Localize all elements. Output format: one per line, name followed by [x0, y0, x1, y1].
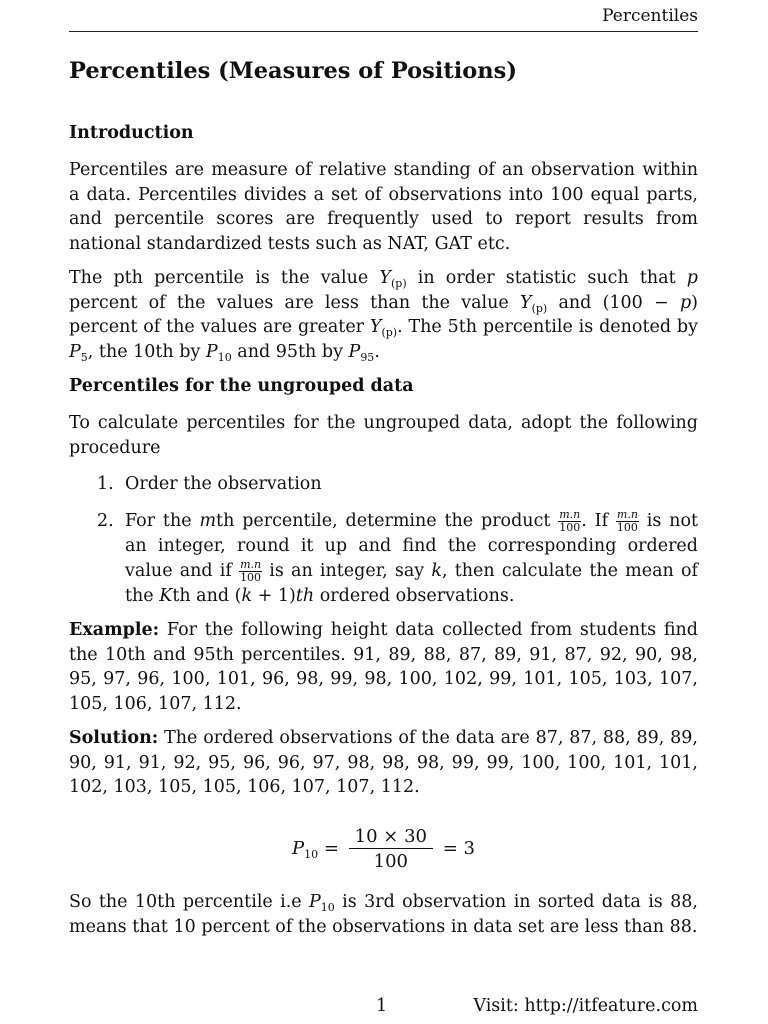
page-title: Percentiles (Measures of Positions) — [69, 58, 517, 84]
conclusion-paragraph: So the 10th percentile i.e $P_{10}$ is 3rd observation in sorted data is 88, means that 10 percent of the observations in data set are less than 88. — [69, 892, 698, 937]
list-item-number: 1. — [97, 474, 114, 494]
fraction-mn-over-100: $\frac{m.n}{100}$ — [559, 508, 581, 534]
intro-paragraph-1: Percentiles are measure of relative standing of an observation within a data. Percentiles divides a set of observations into 100 equal parts, and percentile scores are frequently used to report results from national standardized tests such as NAT, GAT etc. — [69, 160, 698, 254]
list-item-text: Order the observation — [125, 474, 322, 494]
section-heading-ungrouped: Percentiles for the ungrouped data — [69, 376, 414, 396]
solution-paragraph: Solution: The ordered observations of the data are 87, 87, 88, 89, 89, 90, 91, 91, 92, 95, 96, 96, 97, 98, 98, 98, 99, 99, 100, 100, 101, 101, 102, 103, 105, 105, 106, 107, 107, 112. — [69, 728, 698, 797]
footer-visit-link: Visit: http://itfeature.com — [473, 996, 698, 1016]
intro-paragraph-2: The pth percentile is the value $Y_{(p)}$ in order statistic such that p percent of the values are less than the value $Y_{(p)}$ and (100 − p) percent of the values are greater $Y_{(p)}$. The 5th percentile is denoted by $P_5$, the 10th by $P_{10}$ and 95th by $P_{95}$. — [69, 268, 698, 364]
page-number: 1 — [376, 996, 388, 1016]
fraction-mn-over-100: $\frac{m.n}{100}$ — [616, 508, 638, 534]
ungrouped-intro-paragraph: To calculate percentiles for the ungrouped data, adopt the following procedure — [69, 413, 698, 458]
list-item-number: 2. — [97, 511, 114, 531]
solution-label: Solution: — [69, 728, 159, 748]
section-heading-introduction: Introduction — [69, 123, 194, 143]
display-equation: $P_{10}$ = $\frac{10 \times 30}{100}$ = 3 — [292, 826, 475, 872]
example-paragraph: Example: For the following height data collected from students find the 10th and 95th percentiles. 91, 89, 88, 87, 89, 91, 87, 92, 90, 98, 95, 97, 96, 100, 101, 96, 98, 99, 98, 100, 102, 99, 101, 105, 103, 107, 105, 106, 107, 112. — [69, 620, 698, 714]
header-rule — [69, 31, 698, 32]
list-item-text: For the mth percentile, determine the product $\frac{m.n}{100}$ . If $\frac{m.n}{100}$ is not an integer, round it up and find the corresponding ordered value and if $\frac{m.n}{100}$ is an integer, say k, then calculate the mean of the Kth and (k + 1)th ordered observations. — [125, 508, 699, 606]
fraction-mn-over-100: $\frac{m.n}{100}$ — [240, 557, 262, 584]
equation-fraction: $\frac{10 \times 30}{100}$ — [349, 826, 433, 872]
running-header: Percentiles — [602, 6, 698, 26]
example-label: Example: — [69, 620, 160, 640]
page — [69, 0, 698, 1024]
